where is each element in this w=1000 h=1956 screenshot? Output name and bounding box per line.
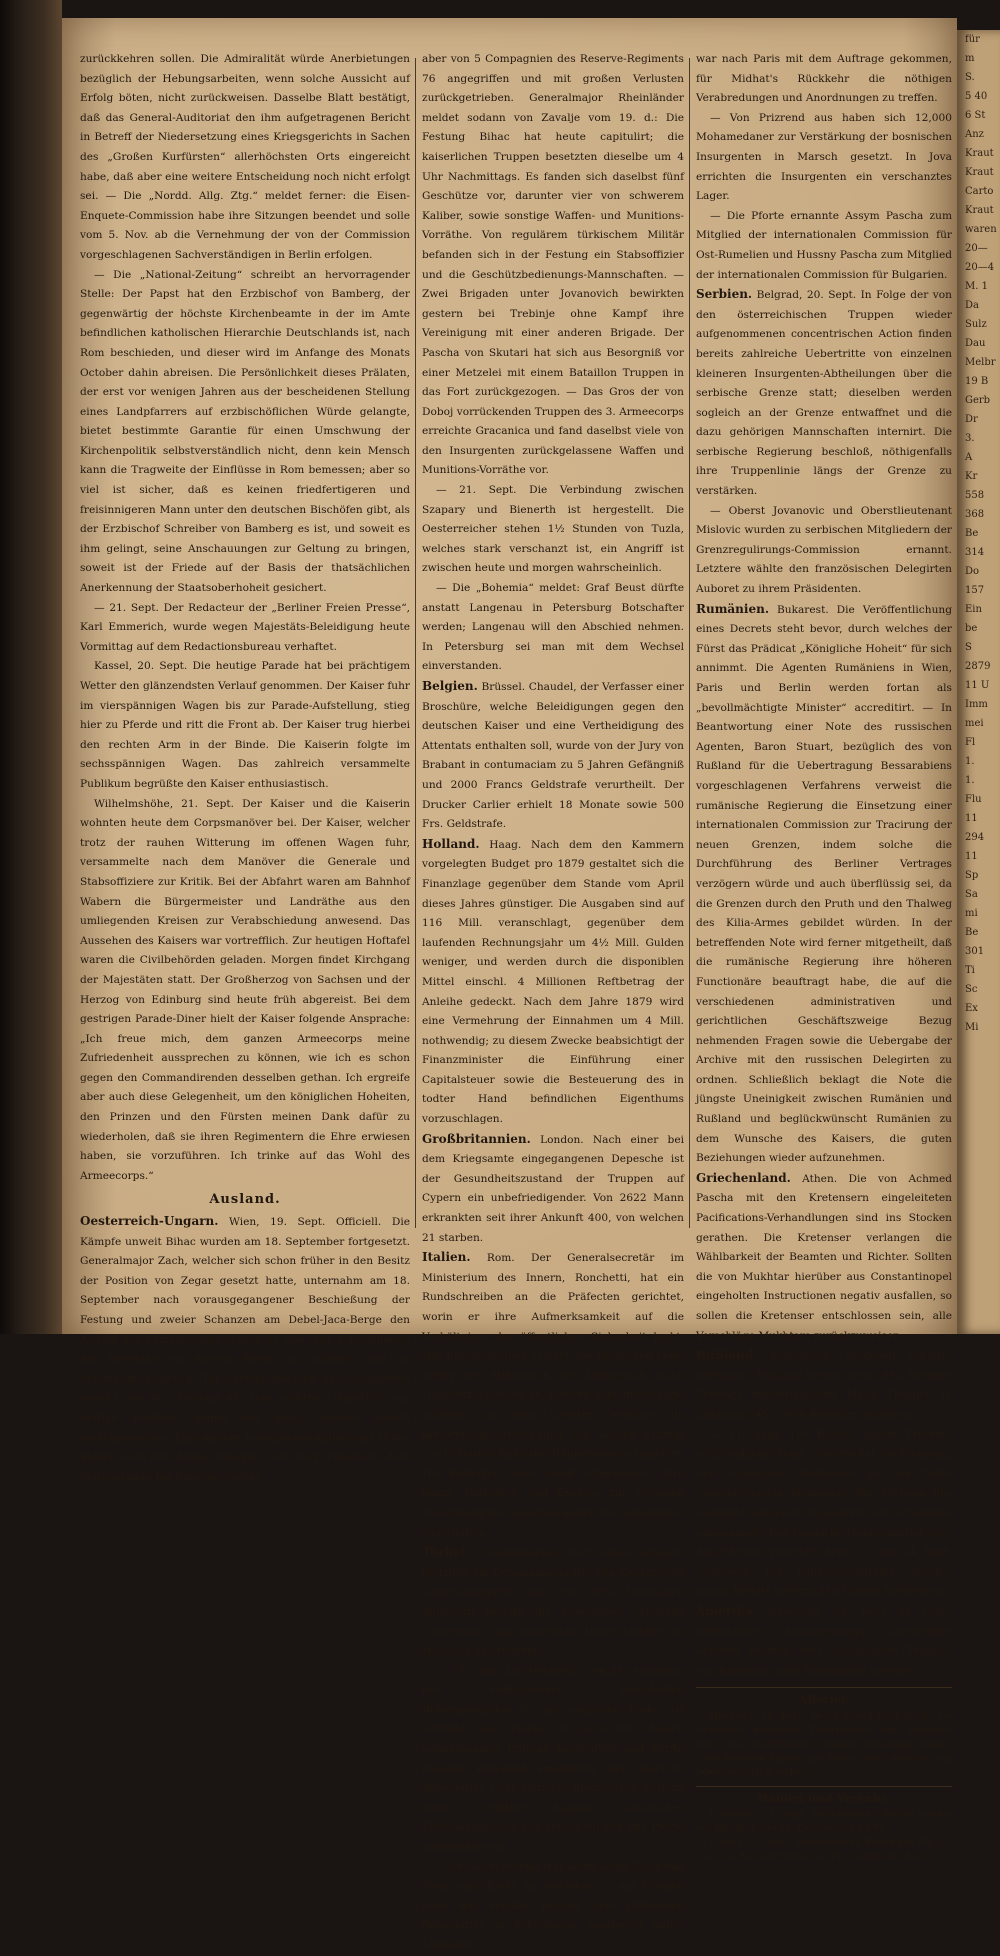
adjacent-page-fragment: Gerb <box>965 395 991 406</box>
adjacent-page-fragment: Anz <box>965 129 984 140</box>
adjacent-page-fragment: Be <box>965 528 979 539</box>
column-3 <box>696 50 952 1863</box>
adjacent-page-fragment: Sulz <box>965 319 987 330</box>
article-paragraph: — 21. Sept. Der Redacteur der „Berliner Freien Presse“, Karl Emmerich, wurde wegen Majestäts-Beleidigung heute Vormittag auf dem Redactionsbureau verhaftet. <box>80 601 410 653</box>
book-binding <box>0 0 62 1334</box>
adjacent-page-fragment: mei <box>965 718 984 729</box>
adjacent-page-fragment: 11 U <box>965 680 990 691</box>
article-text: Wien, 19. Sept. Officiell. Die Kämpfe unweit Bihac wurden am 18. September fortgesetzt. Generalmajor Zach, welcher sich schon früher in den Besitz der Position von Zegar gesetzt hatte, unternahm am 18. September nach vorausgegangener Beschießung der Festung und zweier Schanzen am Debel-Jaca-Berge den Angriff auf letzteren und gelang es ihm, mit 4 Bataillonen die Vorwerke an diesem Berge zu nehmen und zu behaupten. Gegen 6 Uhr Abends machten die Insurgenten sowohl von der Festung als vom rechten Unna-Ufer aus heftige Vorstöße gegen den Berg, wurden jedoch zurückgewiesen. Eine andere Insurgenten-Abtheilung in der Stärke von 800 Mann näherte sich über Paparovic dem Plateaurande bei Baljevac, wurde <box>80 1216 410 1483</box>
adjacent-page-fragment: Melbr <box>965 357 996 368</box>
article-paragraph <box>422 677 684 835</box>
adjacent-page-fragment: Da <box>965 300 979 311</box>
adjacent-page-fragment: Sc <box>965 984 978 995</box>
adjacent-page-fragment: 5 40 <box>965 91 988 102</box>
adjacent-page-fragment: 3. <box>965 433 975 444</box>
adjacent-page-fragment: mi <box>965 908 978 919</box>
country-heading: Belgien. <box>422 679 478 693</box>
country-heading: Griechenland. <box>696 1170 791 1185</box>
article-paragraph: — 21. Sept. Die Russen haben Erzerum vollständig geräumt. Gestern hat die Räumung der russischen Stellungen in der Nähe Constantinopels begonnen. Die Division des Generals Skobeleff ist gestern von Tschataldja abgegangen. Das russische Hauptquartier wird San Stefano zwischen dem 23. und 24. Sept. verlassen. Die Polizeiverwaltung daselbst wurde bereits gestern den Türken übergeben. <box>696 1428 952 1598</box>
adjacent-page-fragment: 19 B <box>965 376 989 387</box>
adjacent-page-fragment: S <box>965 642 972 653</box>
adjacent-page-fragment: A <box>965 452 973 463</box>
article-text: New-York, 21. Sept. In Folge bedrohlicher Kundgebungen streikender Arbeiter wurden zwei Compagnien Truppen von Baltimore nach Washington beordert. <box>696 1605 952 1677</box>
country-heading: Italien. <box>422 1250 471 1265</box>
article-text: Petersburg. Skobeleff erklärte öffentlich, Rußland werde trotz des Berliner Vertrags hunderttausend Mann Truppen in Bulgarien, 45,000 in Rumelien behalten. <box>696 1350 952 1421</box>
adjacent-page-fragment: 301 <box>965 946 985 957</box>
country-heading: Amerika. <box>696 1603 757 1618</box>
country-heading: Türkei. <box>422 1545 470 1560</box>
article-text: London. Nach einer bei dem Kriegsamte eingegangenen Depesche ist der Gesundheitszustand der Truppen auf Cypern ein unbefriedigender. Von 2622 Mann erkrankten seit ihrer Ankunft 400, von welchen 21 starben. <box>422 1133 684 1244</box>
article-paragraph: zurückkehren sollen. Die Admiralität würde Anerbietungen bezüglich der Hebungsarbeiten, wenn solche Aussicht auf Erfolg böten, nicht zurückweisen. Dasselbe Blatt bestätigt, daß das General-Auditoriat den ihm aufgetragenen Bericht in Betreff der Niedersetzung eines Kriegsgerichts in Sachen des „Großen Kurfürsten“ allerhöchsten Orts eingereicht habe, daß aber eine weitere Entscheidung noch nicht erfolgt sei. — Die „Nordd. Allg. Ztg.“ meldet ferner: die Eisen-Enquete-Commission habe ihre Sitzungen beendet und solle vom 5. Nov. ab die Vernehmung der von der Commission vorgeschlagenen Sachverständigen in Berlin erfolgen. <box>80 53 410 261</box>
adjacent-page-fragment: Carto <box>965 186 994 197</box>
article-text: Haag. Nach dem den Kammern vorgelegten Budget pro 1879 gestaltet sich die Finanzlage gegenüber dem Stande vom April dieses Jahres günstiger. Die Ausgaben sind auf 116 Mill. veranschlagt, gegenüber dem laufenden Rechnungsjahr um 4½ Mill. Gulden weniger, und werden durch die disponiblen Mittel einschl. 4 Millionen Reftbetrag der Anleihe gedeckt. Nach dem Jahre 1879 wird eine Vermehrung der Einnahmen um 4 Mill. nothwendig; zu diesem Zwecke beabsichtigt der Finanzminister die Einführung einer Capitalsteuer sowie die Besteuerung des in todter Hand befindlichen Eigenthums vorzuschlagen. <box>422 838 684 1126</box>
adjacent-page-fragment: Be <box>965 927 979 938</box>
adjacent-page-fragment: 1. <box>965 756 975 767</box>
adjacent-page-fragment: Kraut <box>965 167 994 178</box>
adjacent-page-fragment: 157 <box>965 585 985 596</box>
article-paragraph <box>696 1602 952 1681</box>
article-paragraph: aber von 5 Compagnien des Reserve-Regiments 76 angegriffen und mit großen Verlusten zurückgetrieben. Generalmajor Rheinländer meldet sodann von Zavalje vom 19. d.: Die Festung Bihac hat heute capitulirt; die kaiserlichen Truppen besetzten dieselbe um 4 Uhr Nachmittags. Es fanden sich daselbst fünf Geschütze vor, darunter vier von schwerem Kaliber, sowie sonstige Waffen- und Munitions-Vorräthe. Von regulärem türkischem Militär befanden sich in der Festung ein Stabsoffizier und die Geschützbedienungs-Mannschaften. — Zwei Brigaden unter Jovanovich bewirkten gestern bei Trebinje ohne Kampf ihre Vereinigung mit einer anderen Brigade. Der Pascha von Skutari hat sich aus Besorgniß vor einer Metzelei mit einem Bataillon Truppen in das Fort zurückgezogen. — Das Gros der von Doboj vorrückenden Truppen des 3. Armeecorps erreichte Gracanica und fand daselbst viele von den Insurgenten zurückgelassene Waffen und Munitions-Vorräthe vor. <box>422 53 684 477</box>
article-paragraph <box>696 600 952 1169</box>
adjacent-page-fragment: 11 <box>965 813 978 824</box>
country-heading: Serbien. <box>696 287 753 302</box>
article-paragraph <box>422 1130 684 1249</box>
article-paragraph <box>80 1212 410 1487</box>
adjacent-page-fragment: S. <box>965 72 975 83</box>
column-1 <box>80 50 410 1483</box>
country-heading: Großbritannien. <box>422 1131 531 1146</box>
adjacent-page-fragment: für <box>965 34 980 45</box>
article-paragraph: war nach Paris mit dem Auftrage gekommen, für Midhat's Rückkehr die nöthigen Verabredungen und Anordnungen zu treffen. <box>696 53 952 105</box>
article-text: Athen. Die von Achmed Pascha mit den Kretensern eingeleiteten Pacifications-Verhandlungen sind ins Stocken gerathen. Die Kretenser verlangen die Wählbarkeit der Beamten und Richter. Sollten die von Mukhtar hierüber aus Constantinopel eingeholten Instructionen negativ ausfallen, so sollen die Kretenser entschlossen sein, alle Vorschläge Mukhtars zurückzuweisen. <box>696 1172 952 1342</box>
adjacent-page-fragment: waren <box>965 224 997 235</box>
adjacent-page-fragment: 558 <box>965 490 985 501</box>
adjacent-page-fragment: Sp <box>965 870 979 881</box>
section-heading-allerlei: Allerlei. <box>696 1687 952 1710</box>
adjacent-page-fragment: Kraut <box>965 148 994 159</box>
column-rule <box>689 58 690 1228</box>
adjacent-page-fragment: 2879 <box>965 661 991 672</box>
adjacent-page-fragment: 294 <box>965 832 985 843</box>
article-paragraph: — 21. Sept. Die Verbindung zwischen Szapary und Bienerth ist hergestellt. Die Oesterreicher stehen 1½ Stunden von Tuzla, welches stark verschanzt ist, ein Angriff ist zwischen heute und morgen wahrscheinlich. <box>422 484 684 575</box>
article-paragraph: Hamburg, 20. Sept. Heute Abend fand in der am Grasbrook gelegenen Theerfiederei eine Explosion statt. Die Theerfiederei brannte vollständig nieder. Zwei Personen kamen ums Leben; zwei Arbeiter sind lebensgefährlich verletzt. <box>696 1711 952 1778</box>
article-paragraph: — Die „National-Zeitung“ schreibt an hervorragender Stelle: Der Papst hat den Erzbischof von Bamberg, der gegenwärtig der höchste Kirchenbeamte in der im Amte befindlichen katholischen Hierarchie Deutschlands ist, nach Rom beschieden, und dieser wird im Anfange des Monats October dahin abreisen. Die Persönlichkeit dieses Prälaten, der erst vor wenigen Jahren aus der bescheidenen Stellung eines Landpfarrers auf erzbischöflichen Würde gelangte, bietet bestimmte Garantie für einen Umschwung der Kirchenpolitik selbstverständlich nicht, denn kein Mensch kann die Tragweite der Einflüsse in Rom bemessen; aber so viel ist sicher, daß es keinen friedfertigeren und freisinnigeren Mann unter den deutschen Bischöfen gibt, als der Erzbischof Schreiber von Bamberg es ist, und soweit es ihm gelingt, seine Anschauungen zur Geltung zu bringen, soweit ist der Friede auf der Basis der thatsächlichen Anerkennung der Staatsoberhoheit gesichert. <box>80 268 410 595</box>
article-paragraph: — Von Prizrend aus haben sich 12,000 Mohamedaner zur Verstärkung der bosnischen Insurgenten in Marsch gesetzt. In Jova errichten die Insurgenten ein verschanztes Lager. <box>696 111 952 203</box>
article-paragraph: — Die Pforte ernannte Assym Pascha zum Mitglied der internationalen Commission für Ost-Rumelien und Hussny Pascha zum Mitglied der internationalen Commission für Bulgarien. <box>696 209 952 281</box>
adjacent-page-fragment: 1. <box>965 775 975 786</box>
adjacent-page-fragment: Sa <box>965 889 978 900</box>
adjacent-page-fragment: 314 <box>965 547 985 558</box>
adjacent-page-fragment: Ein <box>965 604 982 615</box>
article-paragraph <box>696 1346 952 1425</box>
adjacent-page-fragment: be <box>965 623 978 634</box>
article-paragraph: Gießen, 21. Sept. Wochenmarkt. Butter per Pfd. M. 1.—1.10, Eier per Stück 5—6 Pf., Tauben das Paar <box>696 1838 952 1863</box>
article-paragraph: Friedberg, 21. Sept. Wochenmarkt. Butter kostete per Pfd. M. 1.20—30, Eier per Stück 6 Pf. <box>696 1810 952 1835</box>
country-heading: Holland. <box>422 836 480 851</box>
column-rule <box>415 58 416 1228</box>
article-paragraph: Wilhelmshöhe, 21. Sept. Der Kaiser und die Kaiserin wohnten heute dem Corpsmanöver bei. Der Kaiser, welcher trotz der rauhen Witterung im offenen Wagen fuhr, versammelte nach dem Manöver die Generale und Stabsoffiziere zur Kritik. Bei der Abfahrt waren am Bahnhof Wabern die Bürgermeister und Landräthe aus den umliegenden Kreisen zur Verabschiedung anwesend. Das Aussehen des Kaisers war vortrefflich. Zur heutigen Hoftafel waren die Civilbehörden geladen. Morgen findet Kirchgang der Majestäten statt. Der Großherzog von Sachsen und der Herzog von Edinburg sind heute früh abgereist. Bei dem gestrigen Parade-Diner hielt der Kaiser folgende Ansprache: „Ich freue mich, dem ganzen Armeecorps meine Zufriedenheit aussprechen zu können, wie ich es schon gegen den Commandirenden desselben gethan. Ich ergreife aber auch diese Gelegenheit, um den königlichen Hoheiten, den Prinzen und den Fürsten meinen Dank dafür zu wiederholen, daß sie ihren Regimentern die Ehre erwiesen haben, sie vorzuführen. Ich trinke auf das Wohl des Armeecorps.“ <box>80 797 410 1182</box>
adjacent-page-fragment: Fl <box>965 737 976 748</box>
adjacent-page-fragment: Dau <box>965 338 986 349</box>
article-text: Belgrad, 20. Sept. In Folge der von den österreichischen Truppen wieder aufgenommenen concentrischen Action finden bereits zahlreiche Uebertritte von einzelnen kleineren Insurgenten-Abtheilungen über die serbische Grenze statt; dieselben werden sogleich an der Grenze entwaffnet und die dazu gehörigen Mannschaften internirt. Die serbische Regierung beschloß, nöthigenfalls ihre Truppenlinie längs der Grenze zu verstärken. <box>696 289 952 498</box>
article-text: Rom. Der Generalsecretär im Ministerium des Innern, Ronchetti, hat ein Rundschreiben an die Präfecten gerichtet, worin er ihre Aufmerksamkeit auf die Verhältnisse der öffentlichen Sicherheit lenkt. Das Rundschreiben erklärt, die Regierung lasse weder den Mißbrauch der Amtsgewalt, noch Ungesetzlichkeiten zu, fordere aber unbedingte Achtung vor dem Gesetze, welches die nothwendige Anwendung von loyalen Mitteln zur Unterdrückung des Räuberwesens implicirt. Die Präfecten seien somit aufgefordert, ihre ganze Thätigkeit und Energie zur strengen Anwendung des Gesetzes gegen die Uebelthäter zu entfalten. <box>422 1252 684 1539</box>
article-paragraph <box>422 835 684 1130</box>
article-paragraph <box>696 1169 952 1346</box>
section-heading-ausland: Ausland. <box>209 1192 281 1208</box>
article-paragraph <box>422 1543 684 1662</box>
adjacent-page-fragment: Imm <box>965 699 988 710</box>
adjacent-page-fragment: Do <box>965 566 980 577</box>
adjacent-page-edge <box>957 30 1000 1334</box>
adjacent-page-fragment: Dr <box>965 414 978 425</box>
article-text: Brüssel. Chaudel, der Verfasser einer Broschüre, welche Beleidigungen gegen den deutschen Kaiser und eine Vertheidigung des Attentats enthalten soll, wurde von der Jury von Brabant in contumaciam zu 5 Jahren Gefängniß und 2000 Francs Geldstrafe verurtheilt. Der Drucker Carlier erhielt 18 Monate sowie 500 Frs. Geldstrafe. <box>422 681 684 831</box>
article-text: Bukarest. Die Veröffentlichung eines Decrets steht bevor, durch welches der Fürst das Prädicat „Königliche Hoheit“ für sich annimmt. Die Agenten Rumäniens in Wien, Paris und Berlin werden fortan als „bevollmächtigte Minister“ accreditirt. — In Beantwortung einer Note des russischen Agenten, Baron Stuart, bezüglich des von Rußland für die Uebertragung Bessarabiens vorgeschlagenen Verfahrens verweist die rumänische Regierung die Einsetzung einer internationalen Commission zur Tracirung der neuen Grenzen, indem solche die Durchführung des Berliner Vertrages verzögern würde und auch überflüssig sei, da die Grenzen durch den Pruth und den Thalweg des Kilia-Armes gebildet würden. In der betreffenden Note wird ferner mitgetheilt, daß die rumänische Regierung ihre höheren Functionäre beauftragt habe, die auf die verschiedenen administrativen und gerichtlichen Geschäftszweige Bezug nehmenden Fragen sowie die Uebergabe der Archive mit den russischen Delegirten zu ordnen. Schließlich beklagt die Note die jüngste Uneinigkeit zwischen Rumänien und Rußland und beglückwünscht Rumänien zu dem Wunsche des Kaisers, die guten Beziehungen wieder aufzunehmen. <box>696 603 952 1165</box>
article-paragraph: — 19. Sept. Die Nachricht von der Annahme des englischerseits vorgelegten Reformprojectes für die asiatische Türkei ist verfrüht; die Pforte ist noch mit dessen aufmerksamer Prüfung beschäftigt und dürfte dasselbe erheblich amendiren. Der deutsche Botschafter Graf Hatzfeld überreichte gestern seine Creditive. Klapka's asiatisches Eisenbahnproject soll principiell von der Pforte genehmigt sein. <box>422 1664 684 1854</box>
adjacent-page-fragment: Flu <box>965 794 982 805</box>
adjacent-page-fragment: 20—4 <box>965 262 995 273</box>
adjacent-page-fragment: M. 1 <box>965 281 988 292</box>
adjacent-page-fragment: Ti <box>965 965 975 976</box>
article-paragraph: — 19. Sept. Midhat trat heute seine Reise von Paris nach Kreta an, nachdem er am Morgen noch mit Schakir Pascha, dem türkischen Botschafter in Petersburg, gearbeitet hatte. Letzterer <box>422 1860 684 1951</box>
adjacent-page-fragment: 368 <box>965 509 985 520</box>
article-paragraph: — Die „Bohemia“ meldet: Graf Beust dürfte anstatt Langenau in Petersburg Botschafter werden; Langenau will den Abschied nehmen. In Petersburg sei man mit dem Wechsel einverstanden. <box>422 582 684 673</box>
adjacent-page-fragment: Kr <box>965 471 978 482</box>
adjacent-page-fragment: Mi <box>965 1022 979 1033</box>
column-2 <box>422 50 685 1951</box>
country-heading: Rußland. <box>696 1348 758 1363</box>
article-paragraph: Kassel, 20. Sept. Die heutige Parade hat bei prächtigem Wetter den glänzendsten Verlauf genommen. Der Kaiser fuhr im vierspännigen Wagen bis zur Parade-Aufstellung, stieg hier zu Pferde und ritt die Front ab. Der Kaiser trug hierbei den rechten Arm in der Binde. Die Kaiserin folgte im sechsspännigen Wagen. Das zahlreich versammelte Publikum begrüßte den Kaiser enthusiastisch. <box>80 660 410 790</box>
article-paragraph <box>422 1248 684 1543</box>
adjacent-page-fragment: 6 St <box>965 110 986 121</box>
adjacent-page-fragment: m <box>965 53 975 64</box>
country-heading: Rumänien. <box>696 601 769 616</box>
country-heading: Oesterreich-Ungarn. <box>80 1214 219 1229</box>
adjacent-page-fragment: Kraut <box>965 205 994 216</box>
adjacent-page-fragment: 11 <box>965 851 978 862</box>
article-paragraph <box>696 285 952 502</box>
article-text: Constantinopel. Der Sultan versagte plötzlich die Genehmigung der von Oesterreich vorgeschlagenen und von den türkischen Ministern bereits für annehmbar erklärten Convention; das kaiserliche Irade darüber ist stündlich zu erwarten. <box>422 1547 685 1658</box>
section-heading-handel: Handel und Verkehr. <box>696 1786 952 1809</box>
adjacent-page-fragment: 20— <box>965 243 988 254</box>
article-paragraph: — Oberst Jovanovic und Oberstlieutenant Mislovic wurden zu serbischen Mitgliedern der Grenzregulirungs-Commission ernannt. Letztere wählte den französischen Delegirten Auboret zu ihrem Präsidenten. <box>696 504 952 596</box>
adjacent-page-fragment: Ex <box>965 1003 978 1014</box>
